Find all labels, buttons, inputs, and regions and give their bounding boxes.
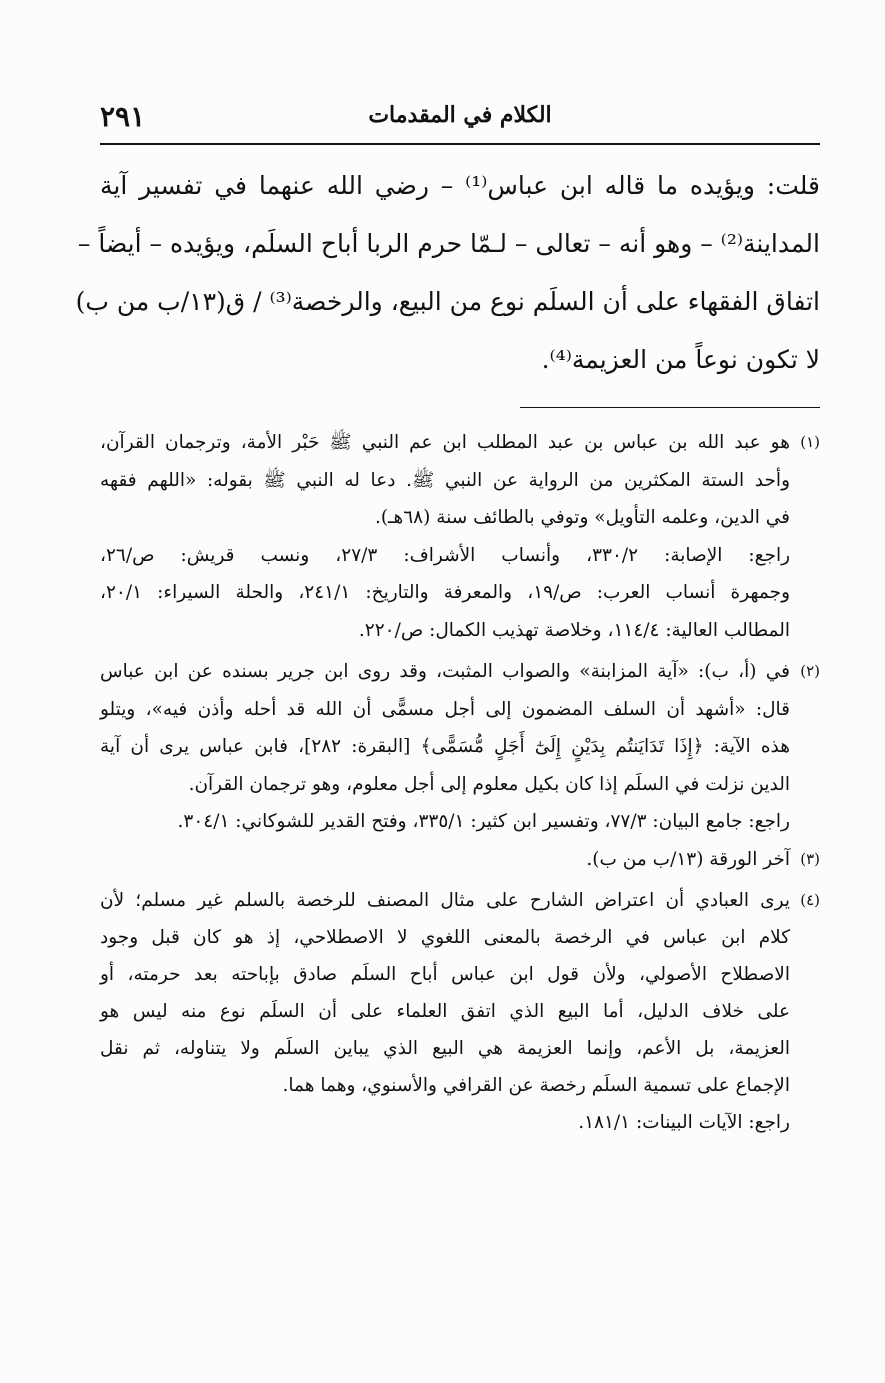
footnote-number: (٤) [800,891,820,909]
footnote-line: آخر الورقة (١٣/ب من ب). [586,848,790,870]
main-text-line: اتفاق الفقهاء على أن السلَم نوع من البيع، والرخصة⁽³⁾ / ق(١٣/ب من ب) [75,287,820,316]
footnote-line: الدين نزلت في السلَم إذا كان بكيل معلوم إلى أجل معلوم، وهو ترجمان القرآن. [188,773,790,795]
footnote-line: يرى العبادي أن اعتراض الشارح على مثال المصنف للرخصة بالسلم غير مسلم؛ لأن [100,890,790,911]
footnotes [100,424,820,1141]
footnote-line: راجع: الآيات البينات: ١٨١/١. [578,1112,790,1133]
footnote-line: راجع: الإصابة: ٣٣٠/٢، وأنساب الأشراف: ٢٧/٣، ونسب قريش: ص/٢٦، [100,544,791,566]
footnote-line: وجمهرة أنساب العرب: ص/١٩، والمعرفة والتاريخ: ٢٤١/١، والحلة السيراء: ٢٠/١، [100,582,791,603]
footnote-line: راجع: جامع البيان: ٧٧/٣، وتفسير ابن كثير: ٣٣٥/١، وفتح القدير للشوكاني: ٣٠٤/١. [177,811,790,832]
footnote-line: العزيمة، بل الأعم، وإنما العزيمة هي البيع الذي يباين السلَم ولا يتناوله، ثم نقل [100,1038,790,1059]
footnote-number: (٢) [800,662,820,680]
footnote-2 [100,653,820,841]
footnote-line: على خلاف الدليل، أما البيع الذي اتفق العلماء على أن السلَم نوع منه ليس هو [100,1001,790,1022]
header-rule [100,143,820,145]
footnote-line: هذه الآية: ﴿إِذَا تَدَايَنتُم بِدَيْنٍ إِلَىٰٓ أَجَلٍ مُّسَمًّى﴾ [البقرة: ٢٨٢]، فابن عباس يرى أن آية [100,736,790,757]
footnote-3 [100,841,820,879]
footnote-line: كلام ابن عباس في الرخصة بالمعنى اللغوي لا الاصطلاحي، إذ هو كان قبل وجود [100,927,790,948]
footnote-line: المطالب العالية: ١١٤/٤، وخلاصة تهذيب الكمال: ص/٢٢٠. [358,619,790,641]
footnote-line: الإجماع على تسمية السلَم رخصة عن القرافي والأسنوي، وهما هما. [282,1075,790,1096]
running-title: الكلام في المقدمات [368,102,552,128]
footnote-line: هو عبد الله بن عباس بن عبد المطلب ابن عم النبي ﷺ حَبْر الأمة، وترجمان القرآن، [100,432,790,453]
main-text-line: المداينة⁽²⁾ – وهو أنه – تعالى – لـمّا حرم الربا أباح السلَم، ويؤيده – أيضاً – [77,229,820,258]
footnote-number: (٣) [800,849,820,868]
footnote-line: في (أ، ب): «آية المزابنة» والصواب المثبت، وقد روى ابن جرير بسنده عن ابن عباس [100,661,790,682]
footnote-separator [520,407,820,408]
footnote-line: الاصطلاح الأصولي، ولأن قول ابن عباس أباح السلَم صادق بإباحته بعد حرمته، أو [100,964,790,985]
footnote-line: وأحد الستة المكثرين من الرواية عن النبي ﷺ. دعا له النبي ﷺ بقوله: «اللهم فقهه [100,469,790,491]
page-header [100,100,820,136]
footnote-line: قال: «أشهد أن السلف المضمون إلى أجل مسمًّى أن الله قد أحله وأذن فيه»، ويتلو [100,698,790,720]
main-text-line: قلت: ويؤيده ما قاله ابن عباس⁽¹⁾ – رضي الله عنهما في تفسير آية [100,171,821,200]
page-number: ٢٩١ [100,100,146,133]
main-text-line: لا تكون نوعاً من العزيمة⁽⁴⁾. [541,345,820,374]
main-text [75,157,821,389]
footnote-line: في الدين، وعلمه التأويل» وتوفي بالطائف سنة (٦٨هـ). [374,507,790,528]
footnote-4 [100,882,820,1141]
footnote-1 [100,424,820,649]
footnote-number: (١) [800,433,820,451]
